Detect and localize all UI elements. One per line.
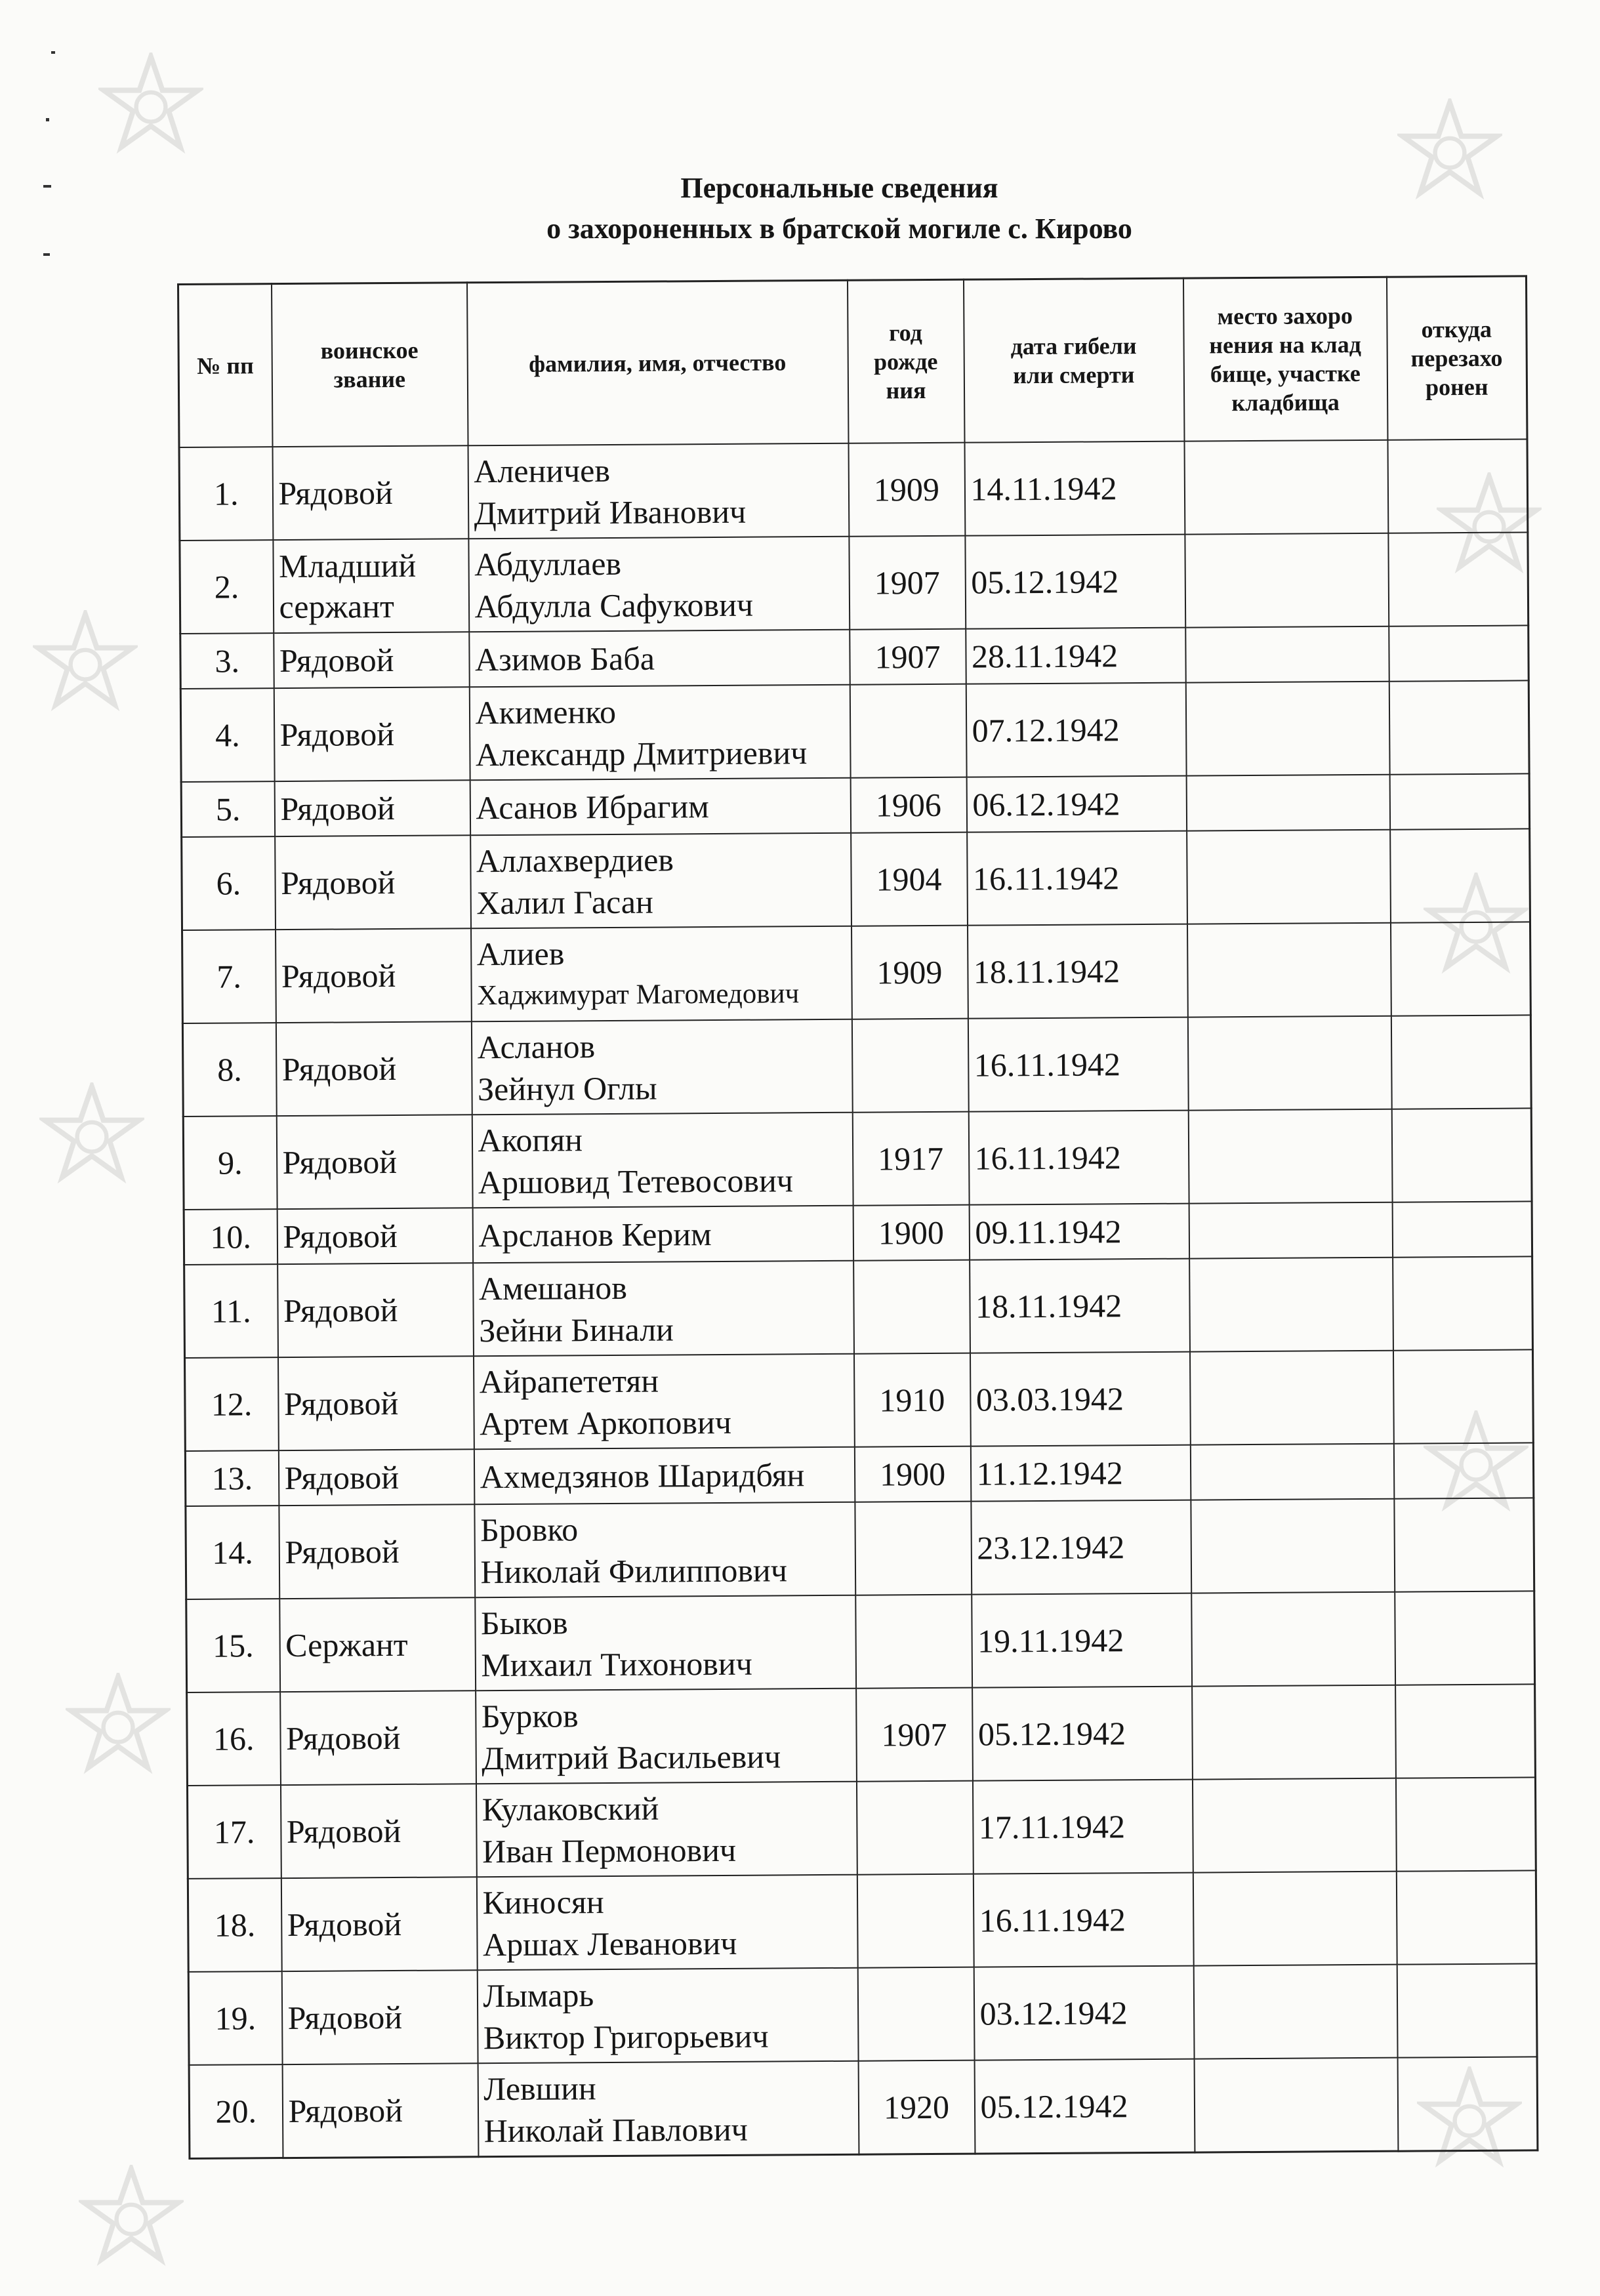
cell-reburied-from [1394,1498,1534,1591]
table-row [184,1201,1532,1265]
cell-number: 6. [182,836,276,930]
cell-burial-place [1189,1351,1393,1445]
cell-birth-year: 1904 [851,832,968,926]
cell-birth-year [851,1019,968,1113]
cell-rank [278,1449,474,1506]
cell-rank [277,1208,473,1264]
table-row [182,829,1530,930]
star-stamp-icon [98,52,203,157]
name-line: Виктор Григорьевич [483,2017,769,2057]
name-line: Аршах Леванович [482,1924,737,1963]
name-line: Николай Павлович [483,2110,748,2149]
cell-burial-place [1189,1258,1393,1352]
cell-number: 14. [186,1506,279,1599]
header-burial-place [1183,277,1387,441]
cell-reburied-from [1389,773,1530,829]
cell-number: 13. [185,1450,279,1506]
rank-line: Рядовой [288,2091,403,2129]
table-row [185,1443,1533,1506]
cell-full-name [474,1502,855,1598]
star-stamp-icon [79,2165,184,2270]
name-line: Амешанов [478,1269,628,1307]
cell-reburied-from [1396,1870,1536,1964]
cell-number: 20. [189,2064,283,2158]
table-row [183,1108,1532,1210]
cell-burial-place [1186,775,1390,831]
table-row [180,625,1528,689]
cell-full-name [472,1206,853,1263]
cell-rank [280,1691,476,1785]
table-row [188,1870,1536,1972]
cell-reburied-from [1389,680,1529,774]
cell-rank [272,445,468,540]
cell-burial-place [1188,1109,1392,1204]
cell-birth-year [857,1874,974,1968]
cell-rank [273,539,469,633]
cell-full-name [476,1689,857,1784]
table-row [179,439,1528,541]
cell-burial-place [1194,2058,1398,2152]
name-line: Дмитрий Васильевич [482,1738,781,1777]
name-line: Халил Гасан [476,883,653,922]
cell-full-name [471,1019,852,1115]
cell-number: 15. [186,1599,280,1692]
table-row [182,1015,1531,1117]
cell-reburied-from [1393,1256,1533,1350]
cell-reburied-from [1389,625,1529,681]
header-date-line: дата гибели [1010,333,1137,360]
cell-death-date: 09.11.1942 [969,1204,1189,1260]
cell-burial-place [1193,1872,1397,1966]
cell-birth-year: 1910 [853,1353,970,1447]
name-line: Алиев [476,935,565,973]
cell-full-name [474,1447,855,1505]
cell-number: 18. [188,1878,281,1972]
header-place-line: нения на клад [1209,331,1362,359]
name-line: Аленичев [474,451,611,490]
cell-rank [279,1597,476,1692]
rank-line: Рядовой [287,1905,402,1944]
name-line: Зейнул Оглы [477,1069,657,1108]
header-num: № пп [178,284,273,447]
name-line: Азимов Баба [474,640,655,678]
cell-birth-year: 1917 [852,1112,969,1206]
cell-reburied-from [1395,1777,1536,1871]
header-rank-line: воинское [320,337,419,364]
cell-rank [274,687,470,781]
cell-burial-place [1190,1444,1394,1500]
name-line: Ахмедзянов Шаридбян [480,1456,805,1496]
rank-line: Младший [278,546,417,585]
rank-line: Сержант [285,1626,408,1664]
cell-rank [281,1970,478,2064]
cell-birth-year [855,1502,972,1595]
cell-number: 16. [187,1692,281,1786]
cell-full-name [469,685,850,781]
star-stamp-icon [39,1082,144,1187]
cell-reburied-from [1393,1349,1533,1443]
cell-number: 5. [181,781,275,837]
cell-number: 17. [187,1785,281,1879]
cell-full-name [470,778,851,836]
cell-reburied-from [1393,1443,1534,1498]
cell-death-date: 16.11.1942 [968,1111,1189,1205]
name-line: Аллахвердиев [476,841,674,880]
cell-reburied-from [1395,1684,1536,1778]
header-year-line: ния [886,377,926,404]
header-death-date [963,278,1184,443]
name-line: Артем Аркопович [479,1403,732,1443]
cell-death-date: 14.11.1942 [964,441,1185,536]
cell-full-name [472,1113,853,1208]
cell-birth-year: 1906 [850,777,967,833]
cell-birth-year [856,1781,973,1875]
cell-death-date: 03.12.1942 [974,1966,1194,2060]
header-from-line: ронен [1425,373,1488,401]
cell-birth-year: 1907 [856,1688,973,1782]
rank-line: Рядовой [287,1998,403,2037]
cell-burial-place [1185,626,1389,683]
cell-birth-year: 1909 [851,926,968,1019]
header-year-line: год [889,319,922,346]
table-row [182,922,1531,1023]
cell-full-name [470,833,851,929]
cell-full-name [477,1968,858,2064]
cell-death-date: 07.12.1942 [966,683,1186,777]
table-header-row [178,276,1527,447]
cell-reburied-from [1390,922,1530,1015]
name-line: Кулаковский [482,1790,659,1828]
star-stamp-icon [66,1673,171,1778]
cell-rank [280,1784,476,1878]
cell-burial-place [1192,1778,1396,1873]
name-line: Александр Дмитриевич [475,734,808,773]
cell-death-date: 05.12.1942 [972,1687,1193,1781]
cell-reburied-from [1388,532,1528,626]
table-row [187,1684,1536,1786]
cell-number: 12. [185,1357,279,1451]
cell-burial-place [1191,1592,1395,1687]
cell-reburied-from [1391,1108,1532,1202]
header-date-line: или смерти [1013,361,1135,389]
name-line: Айрапететян [479,1362,659,1401]
cell-rank [275,835,471,930]
cell-burial-place [1185,533,1389,628]
cell-rank [276,1115,472,1209]
cell-birth-year: 1920 [858,2060,975,2154]
cell-birth-year: 1907 [849,536,966,630]
cell-rank [277,1263,474,1357]
cell-full-name [473,1261,854,1357]
header-from-line: откуда [1421,316,1492,343]
name-line: Аршовид Тетевосович [478,1162,794,1201]
name-line: Асланов [477,1028,596,1066]
cell-burial-place [1191,1499,1395,1593]
cell-birth-year [857,1967,974,2061]
cell-full-name [468,537,850,632]
cell-death-date: 18.11.1942 [970,1259,1190,1353]
cell-death-date: 16.11.1942 [973,1873,1193,1967]
rank-line: Рядовой [281,1050,397,1088]
cell-rank [279,1504,475,1599]
cell-death-date: 19.11.1942 [972,1593,1192,1688]
rank-line: Рядовой [283,1291,398,1330]
header-birth-year [847,279,964,443]
cell-burial-place [1193,1965,1397,2059]
cell-reburied-from [1391,1015,1531,1109]
cell-full-name [476,1782,857,1877]
header-year-line: рожде [873,348,938,375]
name-line: Бурков [481,1697,579,1735]
cell-burial-place [1187,1016,1391,1111]
scan-mark [43,253,50,256]
cell-reburied-from [1397,2057,1538,2150]
name-line: Бровко [480,1511,579,1549]
name-line: Абдулла Сафукович [474,586,754,625]
cell-reburied-from [1395,1591,1535,1685]
table-row [188,1963,1537,2065]
cell-death-date: 16.11.1942 [968,1017,1188,1112]
name-line: Абдуллаев [474,544,622,583]
cell-rank [274,632,470,688]
table-row [186,1498,1534,1599]
cell-burial-place [1185,682,1389,776]
cell-number: 19. [188,1971,282,2065]
name-line: Михаил Тихонович [481,1645,752,1684]
cell-death-date: 18.11.1942 [968,924,1188,1019]
rank-line: Рядовой [280,789,395,828]
cell-number: 4. [180,688,274,782]
rank-line: Рядовой [284,1458,400,1497]
cell-full-name [473,1354,854,1450]
table-row [180,680,1529,782]
rank-line: Рядовой [283,1384,399,1423]
cell-rank [276,928,472,1023]
rank-line: Рядовой [285,1719,401,1757]
cell-full-name [478,2061,859,2157]
table-row [181,773,1529,837]
rank-line: Рядовой [286,1812,401,1851]
cell-number: 7. [182,930,276,1023]
cell-burial-place [1187,923,1391,1017]
rank-line: Рядовой [278,474,394,512]
header-place-line: кладбища [1231,389,1340,417]
rank-line: Рядовой [279,715,395,754]
cell-full-name [476,1875,857,1971]
cell-rank [274,780,470,836]
header-from-line: перезахо [1410,344,1503,372]
cell-number: 9. [183,1116,277,1210]
cell-rank [281,1877,477,1971]
cell-birth-year [850,684,966,778]
header-rank-line: звание [333,365,406,393]
cell-death-date: 11.12.1942 [970,1445,1191,1502]
rank-line: сержант [279,587,395,626]
table-row [185,1349,1534,1451]
header-reburied-from [1386,276,1527,440]
table-row [184,1256,1533,1358]
cell-number: 10. [184,1209,277,1265]
name-line: Акопян [478,1121,583,1159]
table-row [187,1777,1536,1879]
name-line: Хаджимурат Магомедович [476,978,800,1012]
name-line: Николай Филиппович [480,1551,788,1591]
name-line: Быков [480,1604,568,1642]
cell-death-date: 03.03.1942 [970,1352,1190,1446]
cell-birth-year [853,1260,970,1354]
name-line: Лымарь [483,1977,594,2015]
cell-burial-place [1192,1685,1396,1780]
cell-birth-year [855,1595,972,1689]
cell-burial-place [1184,440,1388,535]
cell-rank [282,2063,478,2158]
name-line: Асанов Ибрагим [476,788,709,827]
name-line: Иван Пермонович [482,1831,737,1870]
cell-death-date: 06.12.1942 [966,776,1187,832]
table-row [189,2057,1538,2158]
cell-death-date: 28.11.1942 [966,628,1186,684]
name-line: Зейни Бинали [479,1311,674,1349]
table-row [186,1591,1535,1692]
header-rank [272,283,468,447]
cell-number: 8. [182,1023,276,1117]
cell-full-name [475,1595,856,1691]
cell-number: 2. [180,540,274,634]
header-place-line: бище, участке [1210,359,1361,388]
cell-death-date: 23.12.1942 [971,1500,1191,1595]
cell-death-date: 16.11.1942 [967,831,1187,926]
cell-rank [278,1356,474,1450]
cell-birth-year: 1907 [850,629,966,685]
cell-number: 11. [184,1264,278,1358]
name-line: Арсланов Керим [478,1216,712,1254]
cell-burial-place [1187,830,1391,924]
cell-burial-place [1189,1202,1393,1259]
header-place-line: место захоро [1217,302,1353,330]
cell-reburied-from [1397,1963,1537,2057]
name-line: Акименко [475,693,617,731]
star-stamp-icon [33,610,138,715]
cell-death-date: 17.11.1942 [972,1780,1193,1874]
rank-line: Рядовой [285,1532,400,1571]
cell-reburied-from [1390,829,1530,922]
name-line: Дмитрий Иванович [474,493,747,532]
rank-line: Рядовой [279,641,394,680]
rank-line: Рядовой [281,956,396,995]
cell-full-name [468,443,849,539]
document-title: Персональные сведения [680,172,998,204]
cell-full-name [469,630,850,687]
name-line: Киносян [482,1883,604,1921]
rank-line: Рядовой [280,863,396,902]
rank-line: Рядовой [283,1217,398,1256]
cell-death-date: 05.12.1942 [974,2059,1195,2154]
name-line: Левшин [483,2069,596,2107]
cell-death-date: 05.12.1942 [965,535,1185,629]
cell-number: 3. [180,633,274,689]
document-subtitle: о захороненных в братской могиле с. Кирово [546,213,1132,245]
cell-birth-year: 1900 [853,1205,970,1261]
scan-mark [51,51,55,54]
cell-number: 1. [179,447,273,541]
header-name: фамилия, имя, отчество [467,280,849,445]
cell-reburied-from [1387,439,1528,533]
cell-birth-year: 1900 [854,1446,971,1502]
scan-mark [46,118,49,121]
burial-table [177,275,1538,2159]
cell-rank [276,1021,472,1116]
cell-birth-year: 1909 [848,443,965,537]
rank-line: Рядовой [282,1143,398,1181]
cell-full-name [471,926,852,1022]
cell-reburied-from [1392,1201,1532,1257]
table-row [180,532,1528,634]
